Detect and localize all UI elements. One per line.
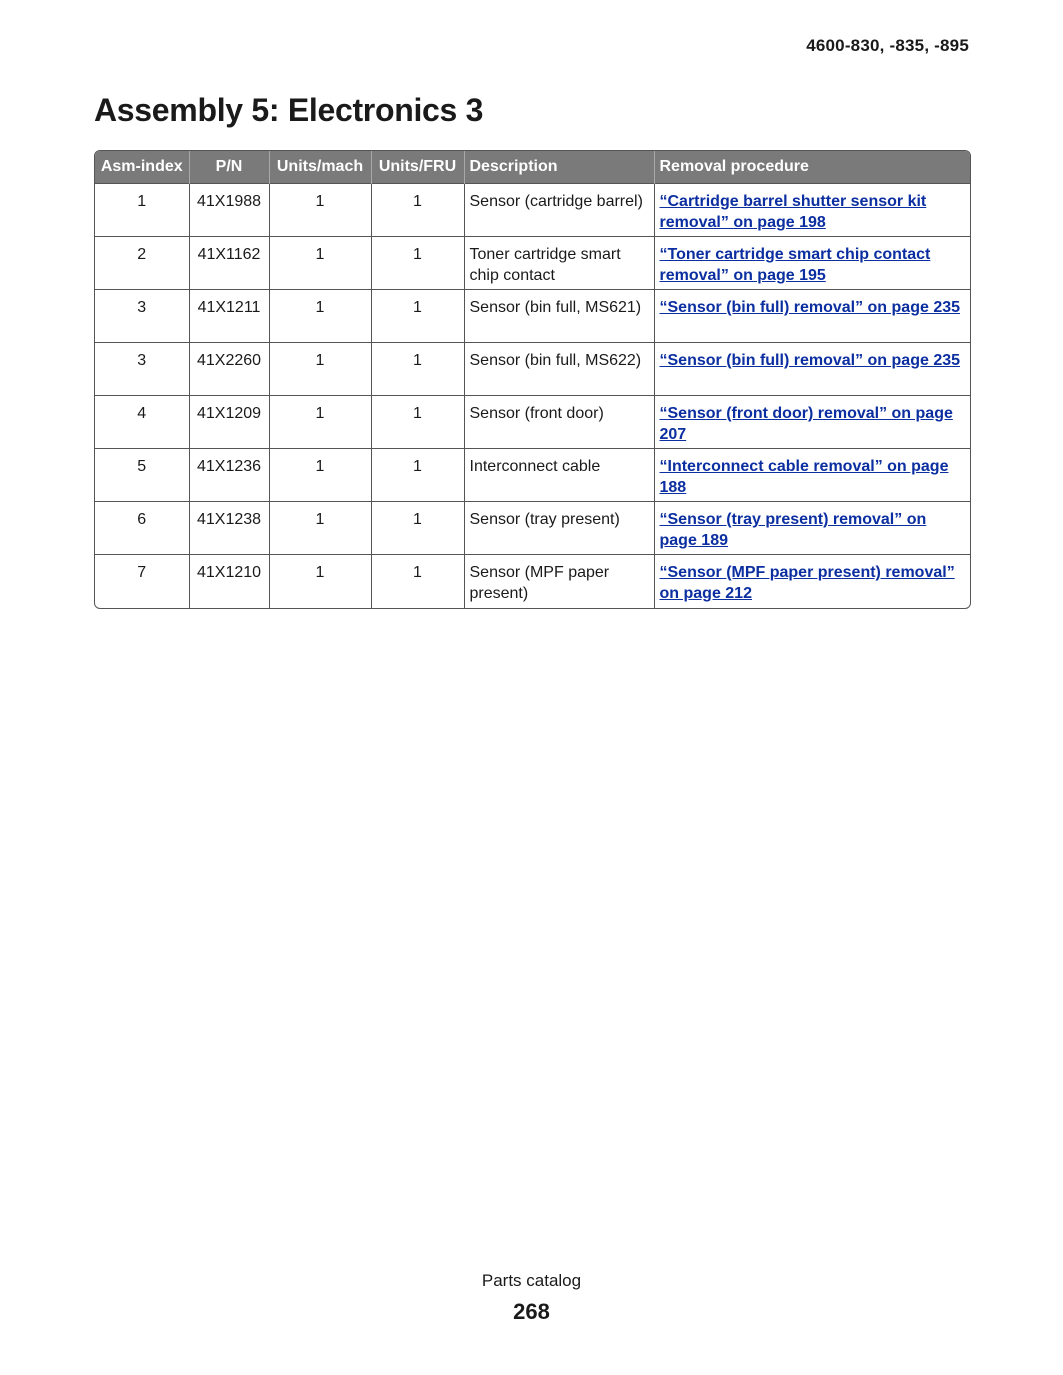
units-fru-cell: 1 [371, 184, 464, 237]
removal-procedure-cell [654, 555, 970, 608]
asm-index-cell: 3 [95, 290, 189, 343]
part-number-cell: 41X1211 [189, 290, 269, 343]
units-fru-cell: 1 [371, 237, 464, 290]
removal-procedure-cell [654, 449, 970, 502]
units-fru-cell: 1 [371, 502, 464, 555]
description-cell: Sensor (bin full, MS622) [464, 343, 654, 396]
column-header-removal-procedure: Removal procedure [654, 151, 970, 184]
part-number-cell: 41X1988 [189, 184, 269, 237]
column-header-units-fru: Units/FRU [371, 151, 464, 184]
table-row [95, 396, 970, 449]
column-header-units-mach: Units/mach [269, 151, 371, 184]
description-cell: Toner cartridge smart chip contact [464, 237, 654, 290]
column-header-asm-index: Asm-index [95, 151, 189, 184]
units-fru-cell: 1 [371, 343, 464, 396]
units-mach-cell: 1 [269, 449, 371, 502]
part-number-cell: 41X1162 [189, 237, 269, 290]
part-number-cell: 41X1210 [189, 555, 269, 608]
units-mach-cell: 1 [269, 502, 371, 555]
description-cell: Sensor (tray present) [464, 502, 654, 555]
units-mach-cell: 1 [269, 237, 371, 290]
table-row [95, 184, 970, 237]
table-row [95, 502, 970, 555]
removal-procedure-link[interactable]: “Sensor (bin full) removal” on page 235 [659, 299, 961, 316]
asm-index-cell: 1 [95, 184, 189, 237]
page-title: Assembly 5: Electronics 3 [94, 92, 484, 128]
units-mach-cell: 1 [269, 396, 371, 449]
units-mach-cell: 1 [269, 555, 371, 608]
units-mach-cell: 1 [269, 343, 371, 396]
removal-procedure-link[interactable]: “Interconnect cable removal” on page 188 [659, 458, 949, 496]
footer-section-label: Parts catalog [481, 1271, 582, 1290]
removal-procedure-cell [654, 184, 970, 237]
table-row [95, 449, 970, 502]
column-header-description: Description [464, 151, 654, 184]
asm-index-cell: 6 [95, 502, 189, 555]
units-mach-cell: 1 [269, 184, 371, 237]
part-number-cell: 41X1238 [189, 502, 269, 555]
asm-index-cell: 3 [95, 343, 189, 396]
units-fru-cell: 1 [371, 555, 464, 608]
removal-procedure-cell [654, 396, 970, 449]
part-number-cell: 41X2260 [189, 343, 269, 396]
removal-procedure-cell [654, 290, 970, 343]
description-cell: Sensor (front door) [464, 396, 654, 449]
part-number-cell: 41X1236 [189, 449, 269, 502]
removal-procedure-link[interactable]: “Sensor (MPF paper present) removal” on page 212 [659, 564, 955, 602]
units-fru-cell: 1 [371, 449, 464, 502]
units-fru-cell: 1 [371, 396, 464, 449]
description-cell: Sensor (MPF paper present) [464, 555, 654, 608]
model-number-header: 4600-830, -835, -895 [806, 36, 969, 55]
units-mach-cell: 1 [269, 290, 371, 343]
removal-procedure-link[interactable]: “Sensor (bin full) removal” on page 235 [659, 352, 961, 369]
removal-procedure-cell [654, 502, 970, 555]
asm-index-cell: 5 [95, 449, 189, 502]
asm-index-cell: 7 [95, 555, 189, 608]
parts-table [94, 150, 971, 609]
removal-procedure-link[interactable]: “Cartridge barrel shutter sensor kit removal” on page 198 [659, 193, 927, 231]
removal-procedure-link[interactable]: “Sensor (tray present) removal” on page 189 [659, 511, 927, 549]
table-row [95, 290, 970, 343]
table-row [95, 555, 970, 608]
description-cell: Sensor (cartridge barrel) [464, 184, 654, 237]
units-fru-cell: 1 [371, 290, 464, 343]
asm-index-cell: 4 [95, 396, 189, 449]
table-row [95, 343, 970, 396]
part-number-cell: 41X1209 [189, 396, 269, 449]
table-row [95, 237, 970, 290]
description-cell: Sensor (bin full, MS621) [464, 290, 654, 343]
page-number: 268 [513, 1299, 550, 1324]
description-cell: Interconnect cable [464, 449, 654, 502]
removal-procedure-link[interactable]: “Toner cartridge smart chip contact removal” on page 195 [659, 246, 931, 284]
asm-index-cell: 2 [95, 237, 189, 290]
removal-procedure-link[interactable]: “Sensor (front door) removal” on page 207 [659, 405, 953, 443]
removal-procedure-cell [654, 343, 970, 396]
removal-procedure-cell [654, 237, 970, 290]
table-header-row [95, 151, 970, 184]
column-header-pn: P/N [189, 151, 269, 184]
